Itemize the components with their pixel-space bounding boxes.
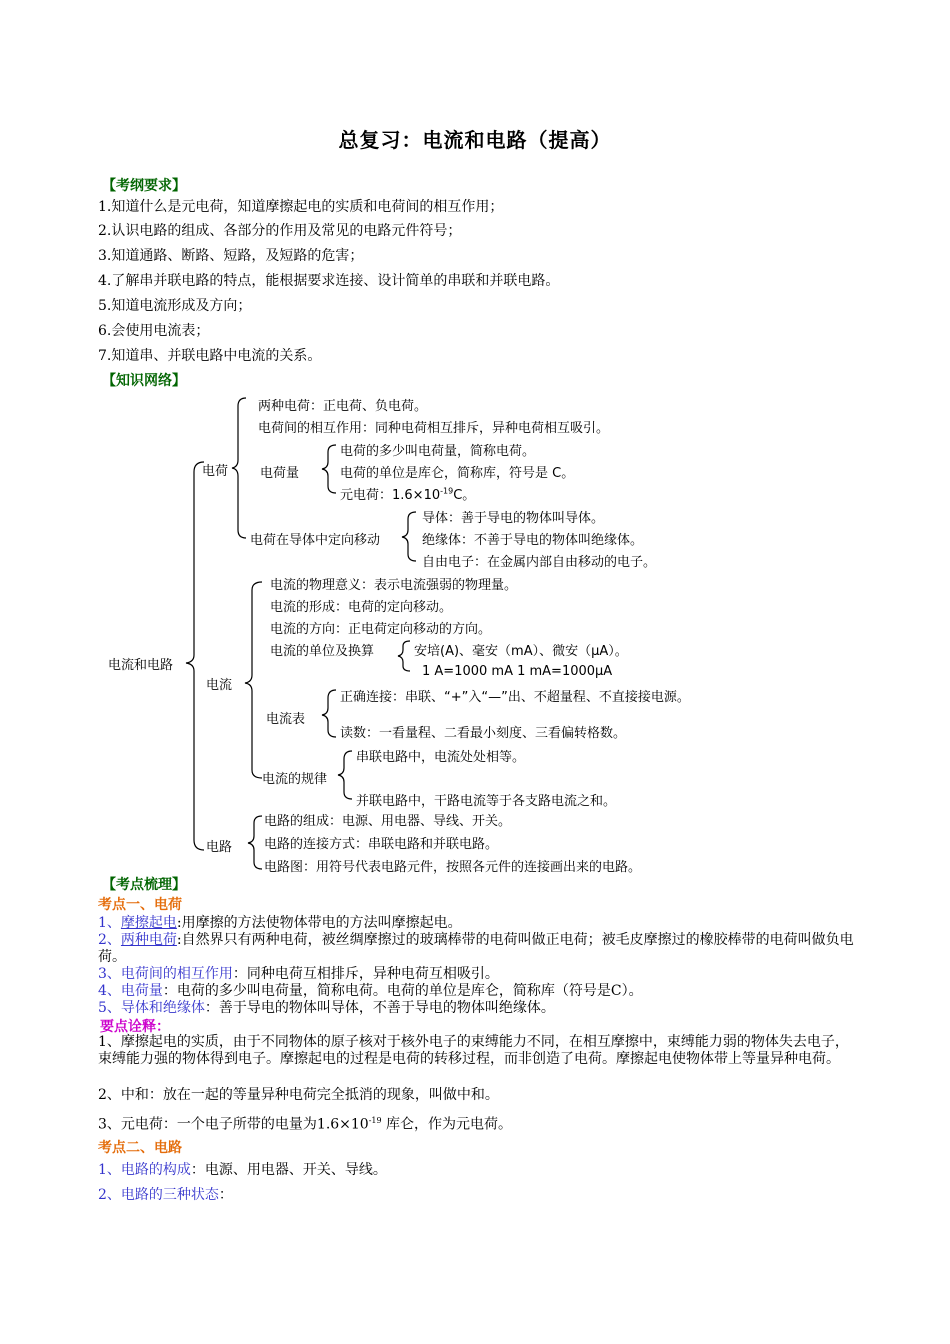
section-review: 【考点梳理】 [102,877,186,893]
list-item: 6.会使用电流表； [98,323,210,339]
map-charge-interaction: 电荷间的相互作用：同种电荷相互排斥，异种电荷相互吸引。 [258,421,610,436]
map-insulator: 绝缘体：不善于导电的物体叫绝缘体。 [422,533,644,548]
map-law-2: 并联电路中，干路电流等于各支路电流之和。 [356,794,617,809]
map-root: 电流和电路 [108,658,174,673]
point1-item-1: 1、摩擦起电:用摩擦的方法使物体带电的方法叫摩擦起电。 [98,915,462,931]
map-circuit-composition: 电路的组成：电源、用电器、导线、开关。 [264,814,512,829]
map-movement-label: 电荷在导体中定向移动 [250,533,381,548]
brace-law [338,751,352,799]
list-item: 3.知道通路、断路、短路，及短路的危害； [98,248,364,264]
map-quantity-label: 电荷量 [260,466,300,481]
map-unit-1: 安培(A)、毫安（mA）、微安（μA）。 [414,644,628,659]
map-meter-label: 电流表 [266,712,306,727]
brace-movement [402,512,416,561]
map-current-label: 电流 [206,678,233,693]
point2-item-2: 2、电路的三种状态： [98,1187,233,1203]
point1-heading: 考点一、电荷 [98,897,182,913]
brace-charge [232,398,246,538]
map-conductor: 导体：善于导电的物体叫导体。 [422,511,605,526]
map-law-1: 串联电路中，电流处处相等。 [356,750,526,765]
map-quantity-2: 电荷的单位是库仑，简称库，符号是 C。 [340,466,575,481]
note-1: 1、摩擦起电的实质，由于不同物体的原子核对于核外电子的束缚能力不同，在相互摩擦中，束缚能力弱的物体失去电子，束缚能力强的物体得到电子。摩擦起电的过程是电荷的转移过程，而非创造了电荷。摩擦起电使物体带上等量异种电荷。 [98,1034,849,1067]
section-network: 【知识网络】 [102,373,186,389]
map-unit-2: 1 A=1000 mA 1 mA=1000μA [422,664,613,679]
brace-quantity [322,445,336,493]
brace-circuit [248,816,262,869]
point1-item-2: 2、两种电荷:自然界只有两种电荷，被丝绸摩擦过的玻璃棒带的电荷叫做正电荷；被毛皮摩擦过的橡胶棒带的电荷叫做负电荷。 [98,932,854,965]
map-quantity-3: 元电荷：$1.6\times 10^{-19}C$。 [340,486,476,503]
point1-item-5: 5、导体和绝缘体：善于导电的物体叫导体，不善于导电的物体叫绝缘体。 [98,1000,555,1016]
point2-heading: 考点二、电路 [98,1140,182,1156]
map-circuit-connection: 电路的连接方式：串联电路和并联电路。 [264,837,499,852]
key-points-label: 要点诠释： [100,1019,170,1035]
map-meter-1: 正确连接：串联、“+”入“—”出、不超量程、不直接接电源。 [340,690,690,705]
map-quantity-1: 电荷的多少叫电荷量，简称电荷。 [340,444,536,459]
brace-current [245,582,262,778]
page-title: 总复习：电流和电路（提高） [338,128,612,152]
point1-item-3: 3、电荷间的相互作用：同种电荷互相排斥，异种电荷互相吸引。 [98,966,499,982]
list-item: 5.知道电流形成及方向； [98,298,252,314]
list-item: 7.知道串、并联电路中电流的关系。 [98,348,322,364]
list-item: 2.认识电路的组成、各部分的作用及常见的电路元件符号； [98,223,462,239]
map-law-label: 电流的规律 [262,772,328,787]
list-item: 4.了解串并联电路的特点，能根据要求连接、设计简单的串联和并联电路。 [98,273,560,289]
map-charge-label: 电荷 [202,464,229,479]
map-charge-types: 两种电荷：正电荷、负电荷。 [258,399,428,414]
brace-meter [322,690,336,737]
map-free-electron: 自由电子：在金属内部自由移动的电子。 [422,555,657,570]
map-current-meaning: 电流的物理意义：表示电流强弱的物理量。 [270,578,518,593]
map-current-formation: 电流的形成：电荷的定向移动。 [270,600,453,615]
map-current-direction: 电流的方向：正电荷定向移动的方向。 [270,622,492,637]
brace-unit [398,641,410,671]
point2-item-1: 1、电路的构成：电源、用电器、开关、导线。 [98,1162,387,1178]
note-2: 2、中和：放在一起的等量异种电荷完全抵消的现象，叫做中和。 [98,1087,499,1103]
map-circuit-label: 电路 [206,840,233,855]
note-3: 3、元电荷：一个电子所带的电量为$1.6\times 10^{-19}$ 库仑，作为元电荷。 [98,1116,513,1133]
map-circuit-diagram: 电路图：用符号代表电路元件，按照各元件的连接画出来的电路。 [264,860,642,875]
map-meter-2: 读数：一看量程、二看最小刻度、三看偏转格数。 [340,726,627,741]
list-item: 1.知道什么是元电荷，知道摩擦起电的实质和电荷间的相互作用； [98,199,504,215]
map-unit-label: 电流的单位及换算 [270,644,375,659]
brace-root [186,462,204,850]
section-requirements: 【考纲要求】 [102,178,186,194]
point1-item-4: 4、电荷量：电荷的多少叫电荷量，简称电荷。电荷的单位是库仑，简称库（符号是C）。 [98,983,643,999]
